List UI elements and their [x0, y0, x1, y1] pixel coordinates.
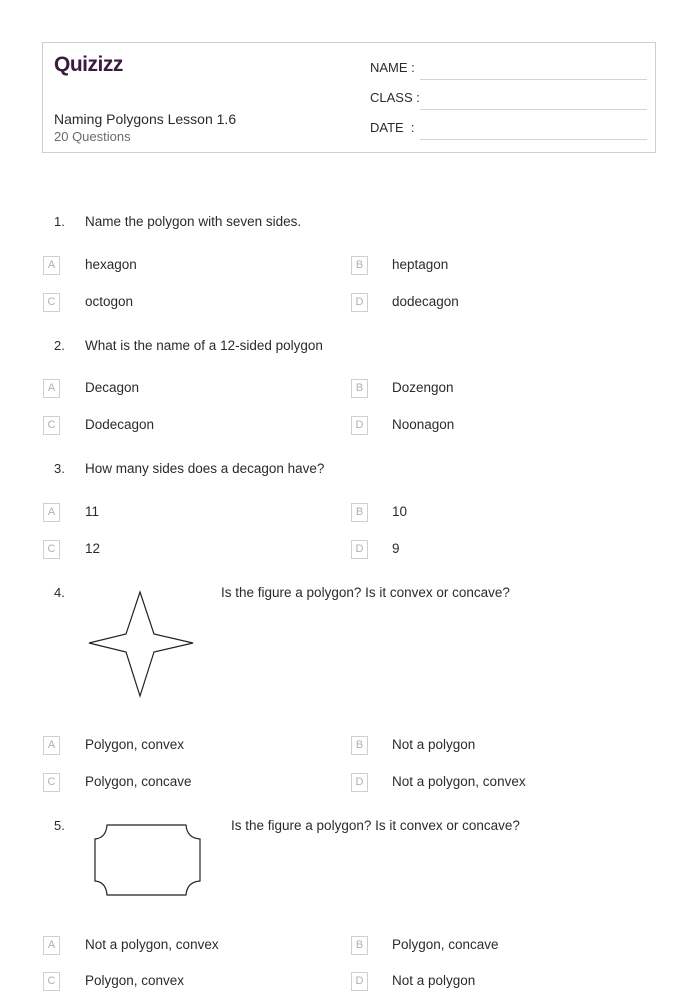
option-letter-c[interactable]: C	[43, 972, 60, 991]
question-text: How many sides does a decagon have?	[85, 461, 325, 476]
option-text[interactable]: Polygon, concave	[392, 937, 499, 952]
option-text[interactable]: 9	[392, 541, 400, 556]
worksheet-title: Naming Polygons Lesson 1.6	[54, 111, 237, 127]
class-field[interactable]	[370, 90, 647, 110]
option-text[interactable]: hexagon	[85, 257, 137, 272]
option-text[interactable]: Noonagon	[392, 417, 455, 432]
option-letter-b[interactable]: B	[351, 503, 368, 522]
option-letter-a[interactable]: A	[43, 503, 60, 522]
option-letter-a[interactable]: A	[43, 256, 60, 275]
question-text: What is the name of a 12-sided polygon	[85, 338, 323, 353]
name-field[interactable]	[370, 60, 647, 80]
option-text[interactable]: heptagon	[392, 257, 449, 272]
question-number: 2.	[54, 338, 65, 353]
option-text[interactable]: Polygon, convex	[85, 973, 185, 988]
option-letter-a[interactable]: A	[43, 379, 60, 398]
option-text[interactable]: Dodecagon	[85, 417, 155, 432]
option-text[interactable]: Not a polygon, convex	[392, 774, 526, 789]
question-number: 3.	[54, 461, 65, 476]
question-text: Is the figure a polygon? Is it convex or concave?	[231, 818, 520, 833]
option-letter-d[interactable]: D	[351, 416, 368, 435]
option-text[interactable]: Not a polygon, convex	[85, 937, 219, 952]
option-text[interactable]: dodecagon	[392, 294, 459, 309]
option-letter-c[interactable]: C	[43, 540, 60, 559]
option-letter-b[interactable]: B	[351, 256, 368, 275]
notched-rectangle-figure	[93, 823, 203, 897]
option-text[interactable]: Decagon	[85, 380, 140, 395]
option-letter-d[interactable]: D	[351, 540, 368, 559]
option-letter-d[interactable]: D	[351, 293, 368, 312]
name-label: NAME :	[370, 60, 415, 75]
question-number: 5.	[54, 818, 65, 833]
option-letter-d[interactable]: D	[351, 972, 368, 991]
question-number: 4.	[54, 585, 65, 600]
option-letter-c[interactable]: C	[43, 416, 60, 435]
option-letter-c[interactable]: C	[43, 773, 60, 792]
option-text[interactable]: Dozengon	[392, 380, 454, 395]
name-line[interactable]	[420, 79, 647, 80]
option-text[interactable]: octogon	[85, 294, 134, 309]
option-text[interactable]: Not a polygon	[392, 737, 476, 752]
class-line[interactable]	[420, 109, 647, 110]
worksheet-header	[42, 42, 656, 153]
date-label: DATE :	[370, 120, 415, 135]
option-letter-a[interactable]: A	[43, 936, 60, 955]
option-text[interactable]: Polygon, concave	[85, 774, 192, 789]
option-letter-b[interactable]: B	[351, 379, 368, 398]
question-number: 1.	[54, 214, 65, 229]
four-point-star-figure	[86, 590, 196, 698]
class-label: CLASS :	[370, 90, 420, 105]
option-letter-a[interactable]: A	[43, 736, 60, 755]
option-letter-d[interactable]: D	[351, 773, 368, 792]
question-text: Is the figure a polygon? Is it convex or concave?	[221, 585, 510, 600]
question-text: Name the polygon with seven sides.	[85, 214, 302, 229]
quizizz-logo: Quizizz	[54, 53, 123, 76]
option-letter-c[interactable]: C	[43, 293, 60, 312]
option-letter-b[interactable]: B	[351, 736, 368, 755]
option-letter-b[interactable]: B	[351, 936, 368, 955]
date-line[interactable]	[420, 139, 647, 140]
option-text[interactable]: Polygon, convex	[85, 737, 185, 752]
date-field[interactable]	[370, 120, 647, 140]
option-text[interactable]: 11	[85, 504, 100, 519]
option-text[interactable]: 12	[85, 541, 101, 556]
option-text[interactable]: 10	[392, 504, 408, 519]
question-count: 20 Questions	[54, 129, 131, 144]
option-text[interactable]: Not a polygon	[392, 973, 476, 988]
